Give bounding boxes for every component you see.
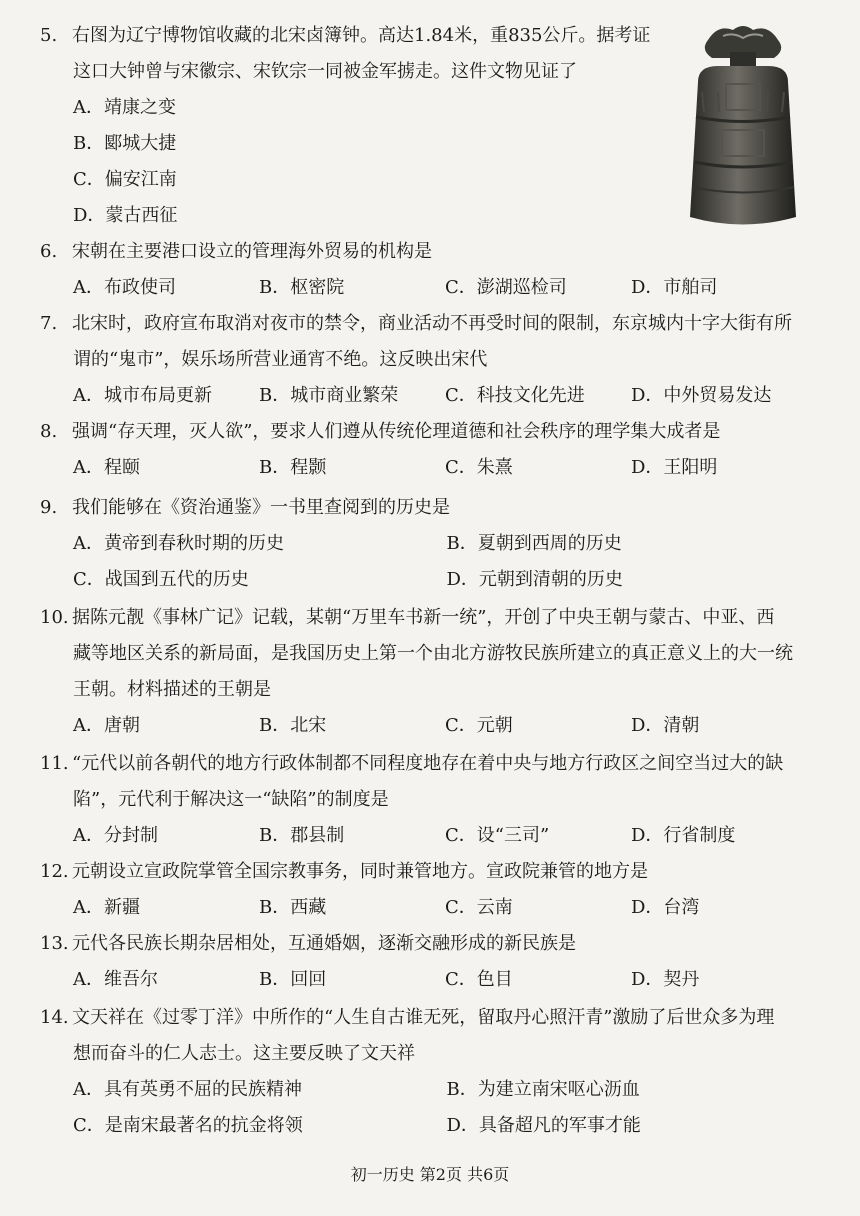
option-d: D．具备超凡的军事才能 xyxy=(446,1115,641,1136)
option-a: A．具有英勇不屈的民族精神 xyxy=(73,1079,302,1100)
question-8 xyxy=(40,414,820,486)
question-text: 宋朝在主要港口设立的管理海外贸易的机构是 xyxy=(72,241,432,262)
question-text: 陷”，元代利于解决这一“缺陷”的制度是 xyxy=(73,789,389,810)
option-d: D．市舶司 xyxy=(631,277,718,298)
option-c: C．偏安江南 xyxy=(73,169,177,190)
option-a: A．分封制 xyxy=(73,825,158,846)
question-number: 7. xyxy=(40,313,58,334)
option-b: B．夏朝到西周的历史 xyxy=(446,533,622,554)
option-b: B．为建立南宋呕心沥血 xyxy=(446,1079,640,1100)
question-text: 据陈元靓《事林广记》记载，某朝“万里车书新一统”，开创了中央王朝与蒙古、中亚、西 xyxy=(72,607,775,628)
option-c: C．是南宋最著名的抗金将领 xyxy=(73,1115,303,1136)
question-6 xyxy=(40,234,820,306)
option-a: A．程颐 xyxy=(73,457,140,478)
question-text: 文天祥在《过零丁洋》中所作的“人生自古谁无死，留取丹心照汗青”激励了后世众多为理 xyxy=(72,1007,775,1028)
option-b: B．程颢 xyxy=(259,457,327,478)
option-c: C．战国到五代的历史 xyxy=(73,569,249,590)
page-footer: 初一历史 第2页 共6页 xyxy=(350,1165,510,1184)
option-b: B．西藏 xyxy=(259,897,327,918)
question-text: 强调“存天理，灭人欲”，要求人们遵从传统伦理道德和社会秩序的理学集大成者是 xyxy=(72,421,721,442)
option-a: A．维吾尔 xyxy=(73,969,158,990)
question-number: 10. xyxy=(40,607,69,628)
question-text: 右图为辽宁博物馆收藏的北宋卤簿钟。高达1.84米，重835公斤。据考证 xyxy=(72,25,651,46)
question-text: 这口大钟曾与宋徽宗、宋钦宗一同被金军掳走。这件文物见证了 xyxy=(73,61,577,82)
option-c: C．设“三司” xyxy=(445,825,550,846)
question-text: 元朝设立宣政院掌管全国宗教事务，同时兼管地方。宣政院兼管的地方是 xyxy=(72,861,648,882)
option-b: B．回回 xyxy=(259,969,327,990)
option-c: C．色目 xyxy=(445,969,513,990)
option-d: D．行省制度 xyxy=(631,825,736,846)
question-number: 9. xyxy=(40,497,58,518)
question-7 xyxy=(40,306,820,414)
option-c: C．朱熹 xyxy=(445,457,513,478)
question-number: 12. xyxy=(40,861,69,882)
option-d: D．契丹 xyxy=(631,969,700,990)
option-a: A．靖康之变 xyxy=(73,97,176,118)
question-number: 11. xyxy=(40,753,69,774)
question-text: 谓的“鬼市”，娱乐场所营业通宵不绝。这反映出宋代 xyxy=(73,349,488,370)
bell-image xyxy=(678,22,808,232)
option-c: C．云南 xyxy=(445,897,513,918)
question-12 xyxy=(40,854,820,926)
option-b: B．郾城大捷 xyxy=(73,133,177,154)
question-number: 8. xyxy=(40,421,58,442)
question-14 xyxy=(40,1000,820,1144)
option-a: A．城市布局更新 xyxy=(73,385,212,406)
option-c: C．澎湖巡检司 xyxy=(445,277,567,298)
question-number: 14. xyxy=(40,1007,69,1028)
question-text: “元代以前各朝代的地方行政体制都不同程度地存在着中央与地方行政区之间空当过大的缺 xyxy=(72,753,784,774)
option-d: D．中外贸易发达 xyxy=(631,385,772,406)
question-text: 想而奋斗的仁人志士。这主要反映了文天祥 xyxy=(73,1043,415,1064)
question-9 xyxy=(40,490,820,598)
question-13 xyxy=(40,926,820,998)
question-number: 13. xyxy=(40,933,69,954)
option-b: B．郡县制 xyxy=(259,825,345,846)
question-text: 藏等地区关系的新局面，是我国历史上第一个由北方游牧民族所建立的真正意义上的大一统 xyxy=(73,643,793,664)
question-number: 6. xyxy=(40,241,58,262)
question-text: 元代各民族长期杂居相处，互通婚姻，逐渐交融形成的新民族是 xyxy=(72,933,576,954)
question-text: 我们能够在《资治通鉴》一书里查阅到的历史是 xyxy=(72,497,450,518)
question-number: 5. xyxy=(40,25,58,46)
option-d: D．台湾 xyxy=(631,897,700,918)
option-c: C．科技文化先进 xyxy=(445,385,585,406)
option-b: B．城市商业繁荣 xyxy=(259,385,399,406)
question-text: 北宋时，政府宣布取消对夜市的禁令，商业活动不再受时间的限制，东京城内十字大街有所 xyxy=(72,313,792,334)
option-d: D．清朝 xyxy=(631,715,700,736)
question-10 xyxy=(40,600,820,744)
question-text: 王朝。材料描述的王朝是 xyxy=(73,679,271,700)
option-c: C．元朝 xyxy=(445,715,513,736)
option-b: B．枢密院 xyxy=(259,277,345,298)
option-a: A．新疆 xyxy=(73,897,140,918)
option-d: D．王阳明 xyxy=(631,457,718,478)
option-d: D．蒙古西征 xyxy=(73,205,178,226)
option-a: A．唐朝 xyxy=(73,715,140,736)
question-11 xyxy=(40,746,820,854)
option-a: A．布政使司 xyxy=(73,277,176,298)
option-a: A．黄帝到春秋时期的历史 xyxy=(73,533,284,554)
option-b: B．北宋 xyxy=(259,715,327,736)
option-d: D．元朝到清朝的历史 xyxy=(446,569,623,590)
